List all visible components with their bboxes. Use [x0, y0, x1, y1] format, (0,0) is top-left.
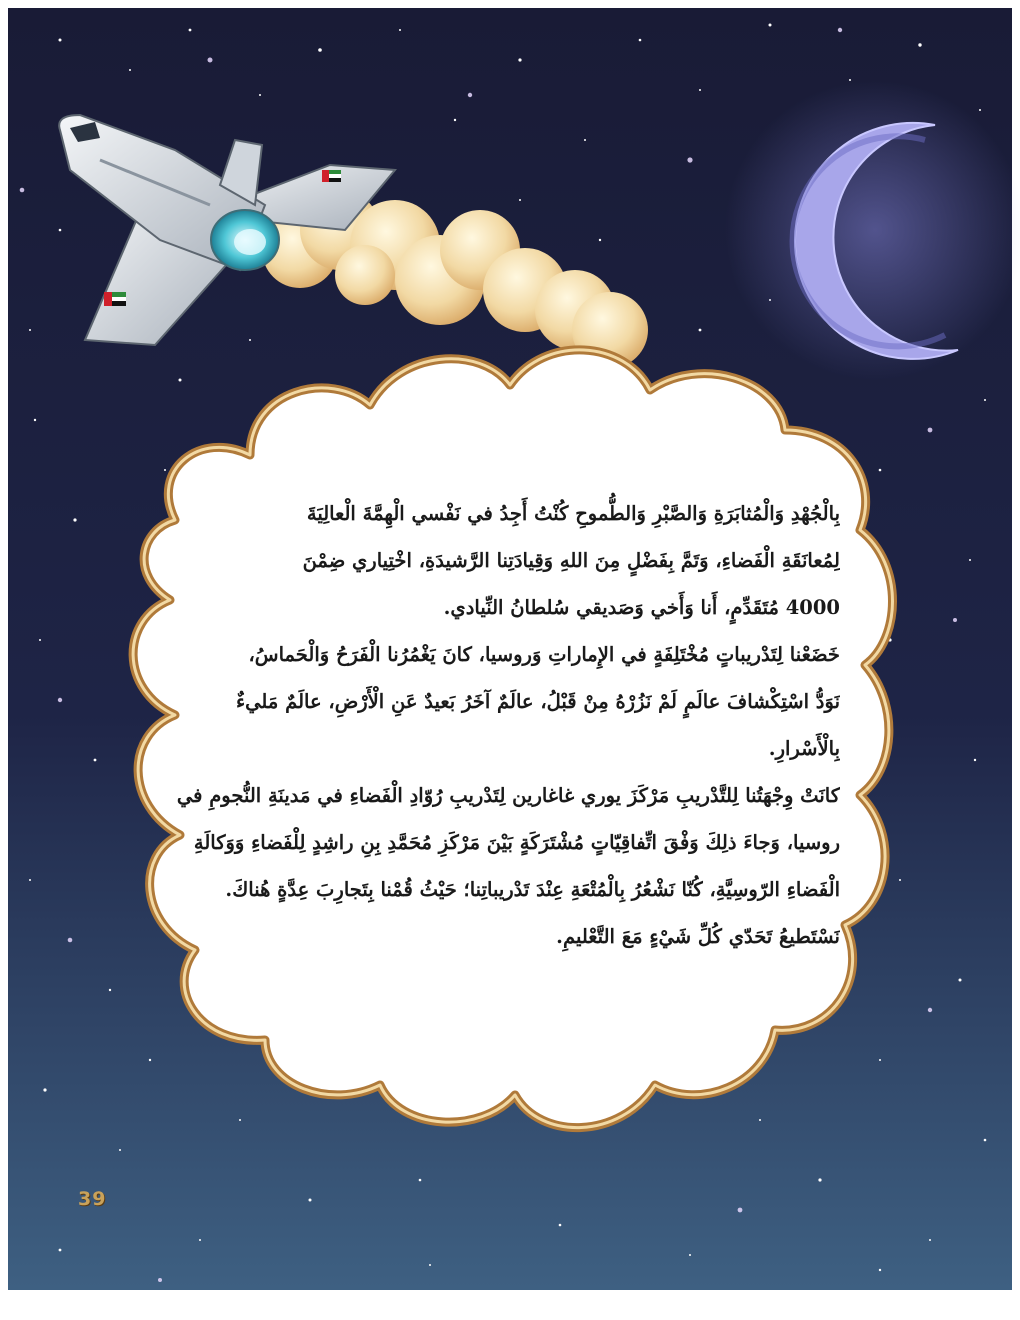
- uae-flag-icon: [104, 292, 126, 306]
- paragraph-3: [150, 772, 840, 960]
- text-line: الْفَضاءِ الرّوسِيَّةِ، كُنّا نَشْعُرُ بِالْمُتْعَةِ عِنْدَ تَدْريباتِنا؛ حَيْثُ قُمْنا بِتَجارِبَ عِدَّةٍ هُناكَ.: [225, 878, 840, 901]
- text-line: نَسْتَطيعُ تَحَدّي كُلِّ شَيْءٍ مَعَ التَّعْليمِ.: [556, 925, 840, 948]
- text-line: بِالْأَسْرارِ.: [768, 737, 840, 760]
- text-line: 4000 مُتَقَدِّمٍ، أَنا وَأَخي وَصَديقي سُلطانُ النِّيادي.: [443, 596, 840, 619]
- crescent-moon-icon: [725, 80, 1020, 380]
- paragraph-1: [150, 490, 840, 631]
- text-line: روسيا، وَجاءَ ذلِكَ وَفْقَ اتِّفاقِيّاتٍ مُشْتَرَكَةٍ بَيْنَ مَرْكَزِ مُحَمَّدِ بِنِ راشِدٍ لِلْفَضاءِ وَوَكالَةِ: [193, 831, 840, 854]
- text-line: خَضَعْنا لِتَدْريباتٍ مُخْتَلِفَةٍ في الإِماراتِ وَروسيا، كانَ يَغْمُرُنا الْفَرَحُ وَالْحَماسُ،: [248, 643, 840, 666]
- text-line: نَوَدُّ اسْتِكْشافَ عالَمٍ لَمْ نَزُرْهُ مِنْ قَبْلُ، عالَمٌ آخَرُ بَعيدٌ عَنِ الْأَرْضِ، عالَمٌ مَليءٌ: [236, 690, 840, 713]
- page-number: 39: [78, 1188, 107, 1210]
- text-line: لِمُعانَقَةِ الْفَضاءِ، وَتَمَّ بِفَضْلٍ مِنَ اللهِ وَقِيادَتِنا الرَّشيدَةِ، اخْتِياري ضِمْنَ: [302, 549, 840, 572]
- text-line: بِالْجُهْدِ وَالْمُثابَرَةِ وَالصَّبْرِ وَالطُّموحِ كُنْتُ أَجِدُ في نَفْسي الْهِمَّةَ الْعالِيَةَ: [306, 502, 840, 525]
- story-text: [150, 490, 840, 960]
- text-line: كانَتْ وِجْهَتُنا لِلتَّدْريبِ مَرْكَزَ يوري غاغارين لِتَدْريبِ رُوّادِ الْفَضاءِ في مَدينَةِ النُّجومِ في: [176, 784, 840, 807]
- paragraph-2: [150, 631, 840, 772]
